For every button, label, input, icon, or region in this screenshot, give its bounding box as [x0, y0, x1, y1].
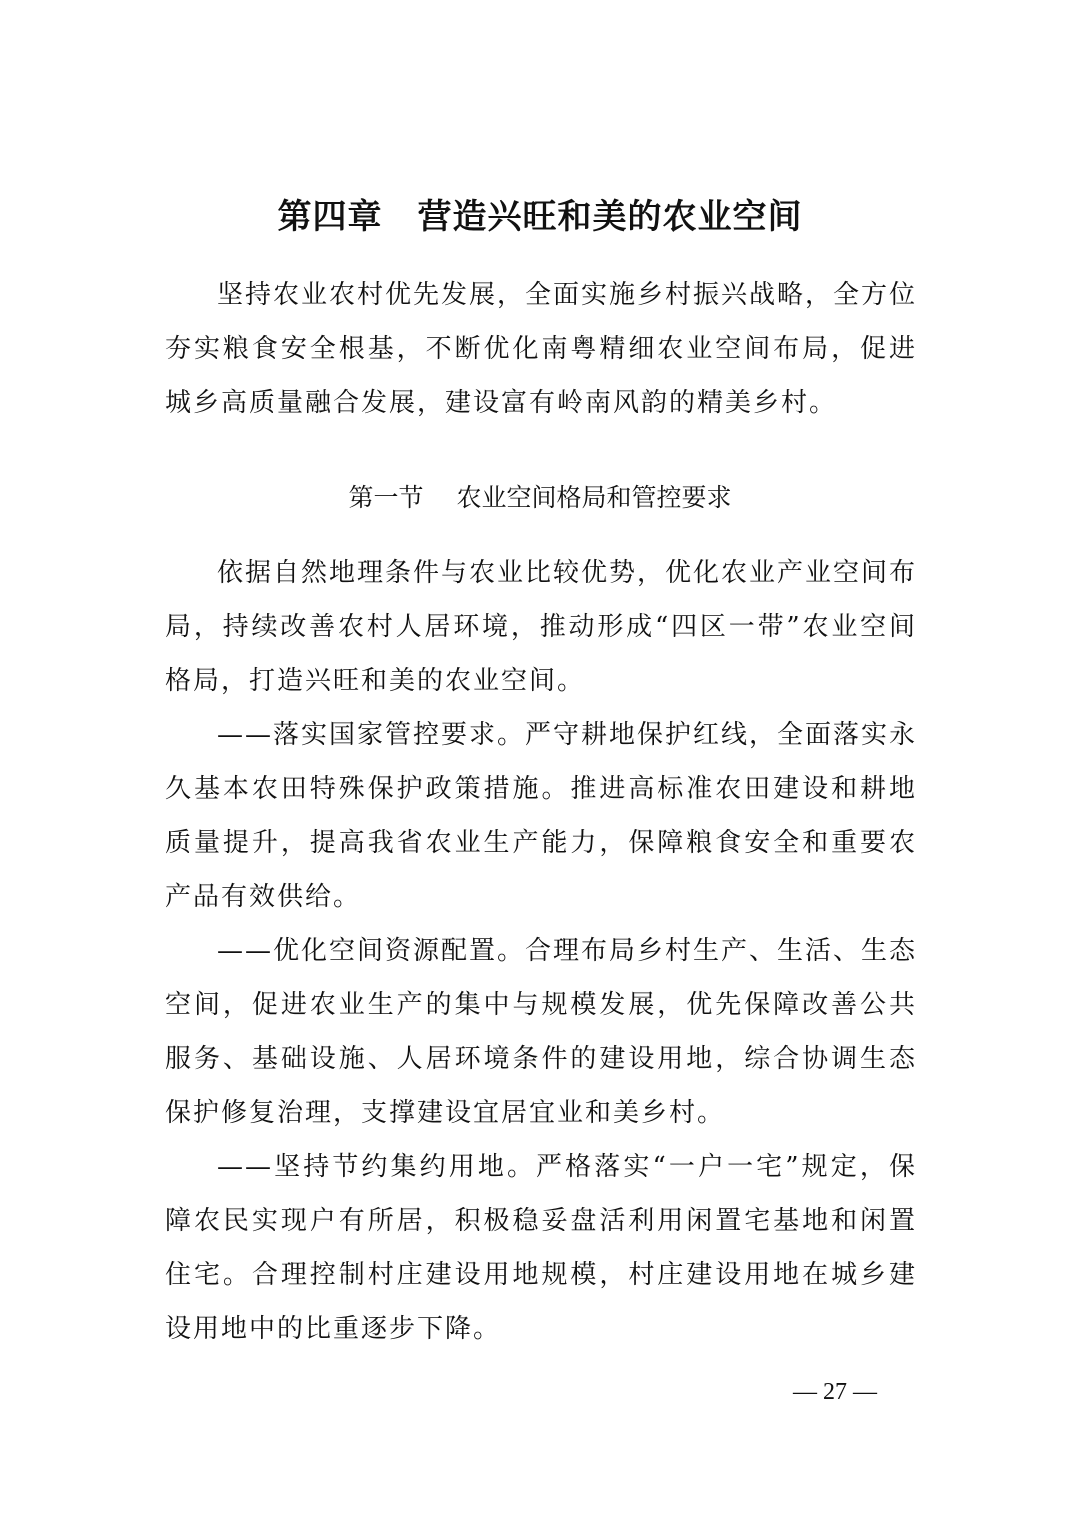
body-paragraph: 依据自然地理条件与农业比较优势，优化农业产业空间布局，持续改善农村人居环境，推动形成“四区一带”农业空间格局，打造兴旺和美的农业空间。: [165, 558, 918, 696]
intro-paragraph: 坚持农业农村优先发展，全面实施乡村振兴战略，全方位夯实粮食安全根基，不断优化南粤精细农业空间布局，促进城乡高质量融合发展，建设富有岭南风韵的精美乡村。: [165, 280, 918, 418]
body-paragraph: ——坚持节约集约用地。严格落实“一户一宅”规定，保障农民实现户有所居，积极稳妥盘活利用闲置宅基地和闲置住宅。合理控制村庄建设用地规模，村庄建设用地在城乡建设用地中的比重逐步下降。: [165, 1152, 917, 1344]
page-number: — 27 —: [793, 1379, 877, 1405]
chapter-title: 第四章 营造兴旺和美的农业空间: [277, 197, 803, 237]
section-body: [165, 546, 917, 1356]
body-paragraph: ——优化空间资源配置。合理布局乡村生产、生活、生态空间，促进农业生产的集中与规模发展，优先保障改善公共服务、基础设施、人居环境条件的建设用地，综合协调生态保护修复治理，支撑建设宜居宜业和美乡村。: [165, 936, 918, 1128]
chapter-intro: [165, 268, 917, 430]
section-title: 第一节 农业空间格局和管控要求: [348, 483, 732, 512]
body-paragraph: ——落实国家管控要求。严守耕地保护红线，全面落实永久基本农田特殊保护政策措施。推进高标准农田建设和耕地质量提升，提高我省农业生产能力，保障粮食安全和重要农产品有效供给。: [165, 720, 918, 912]
